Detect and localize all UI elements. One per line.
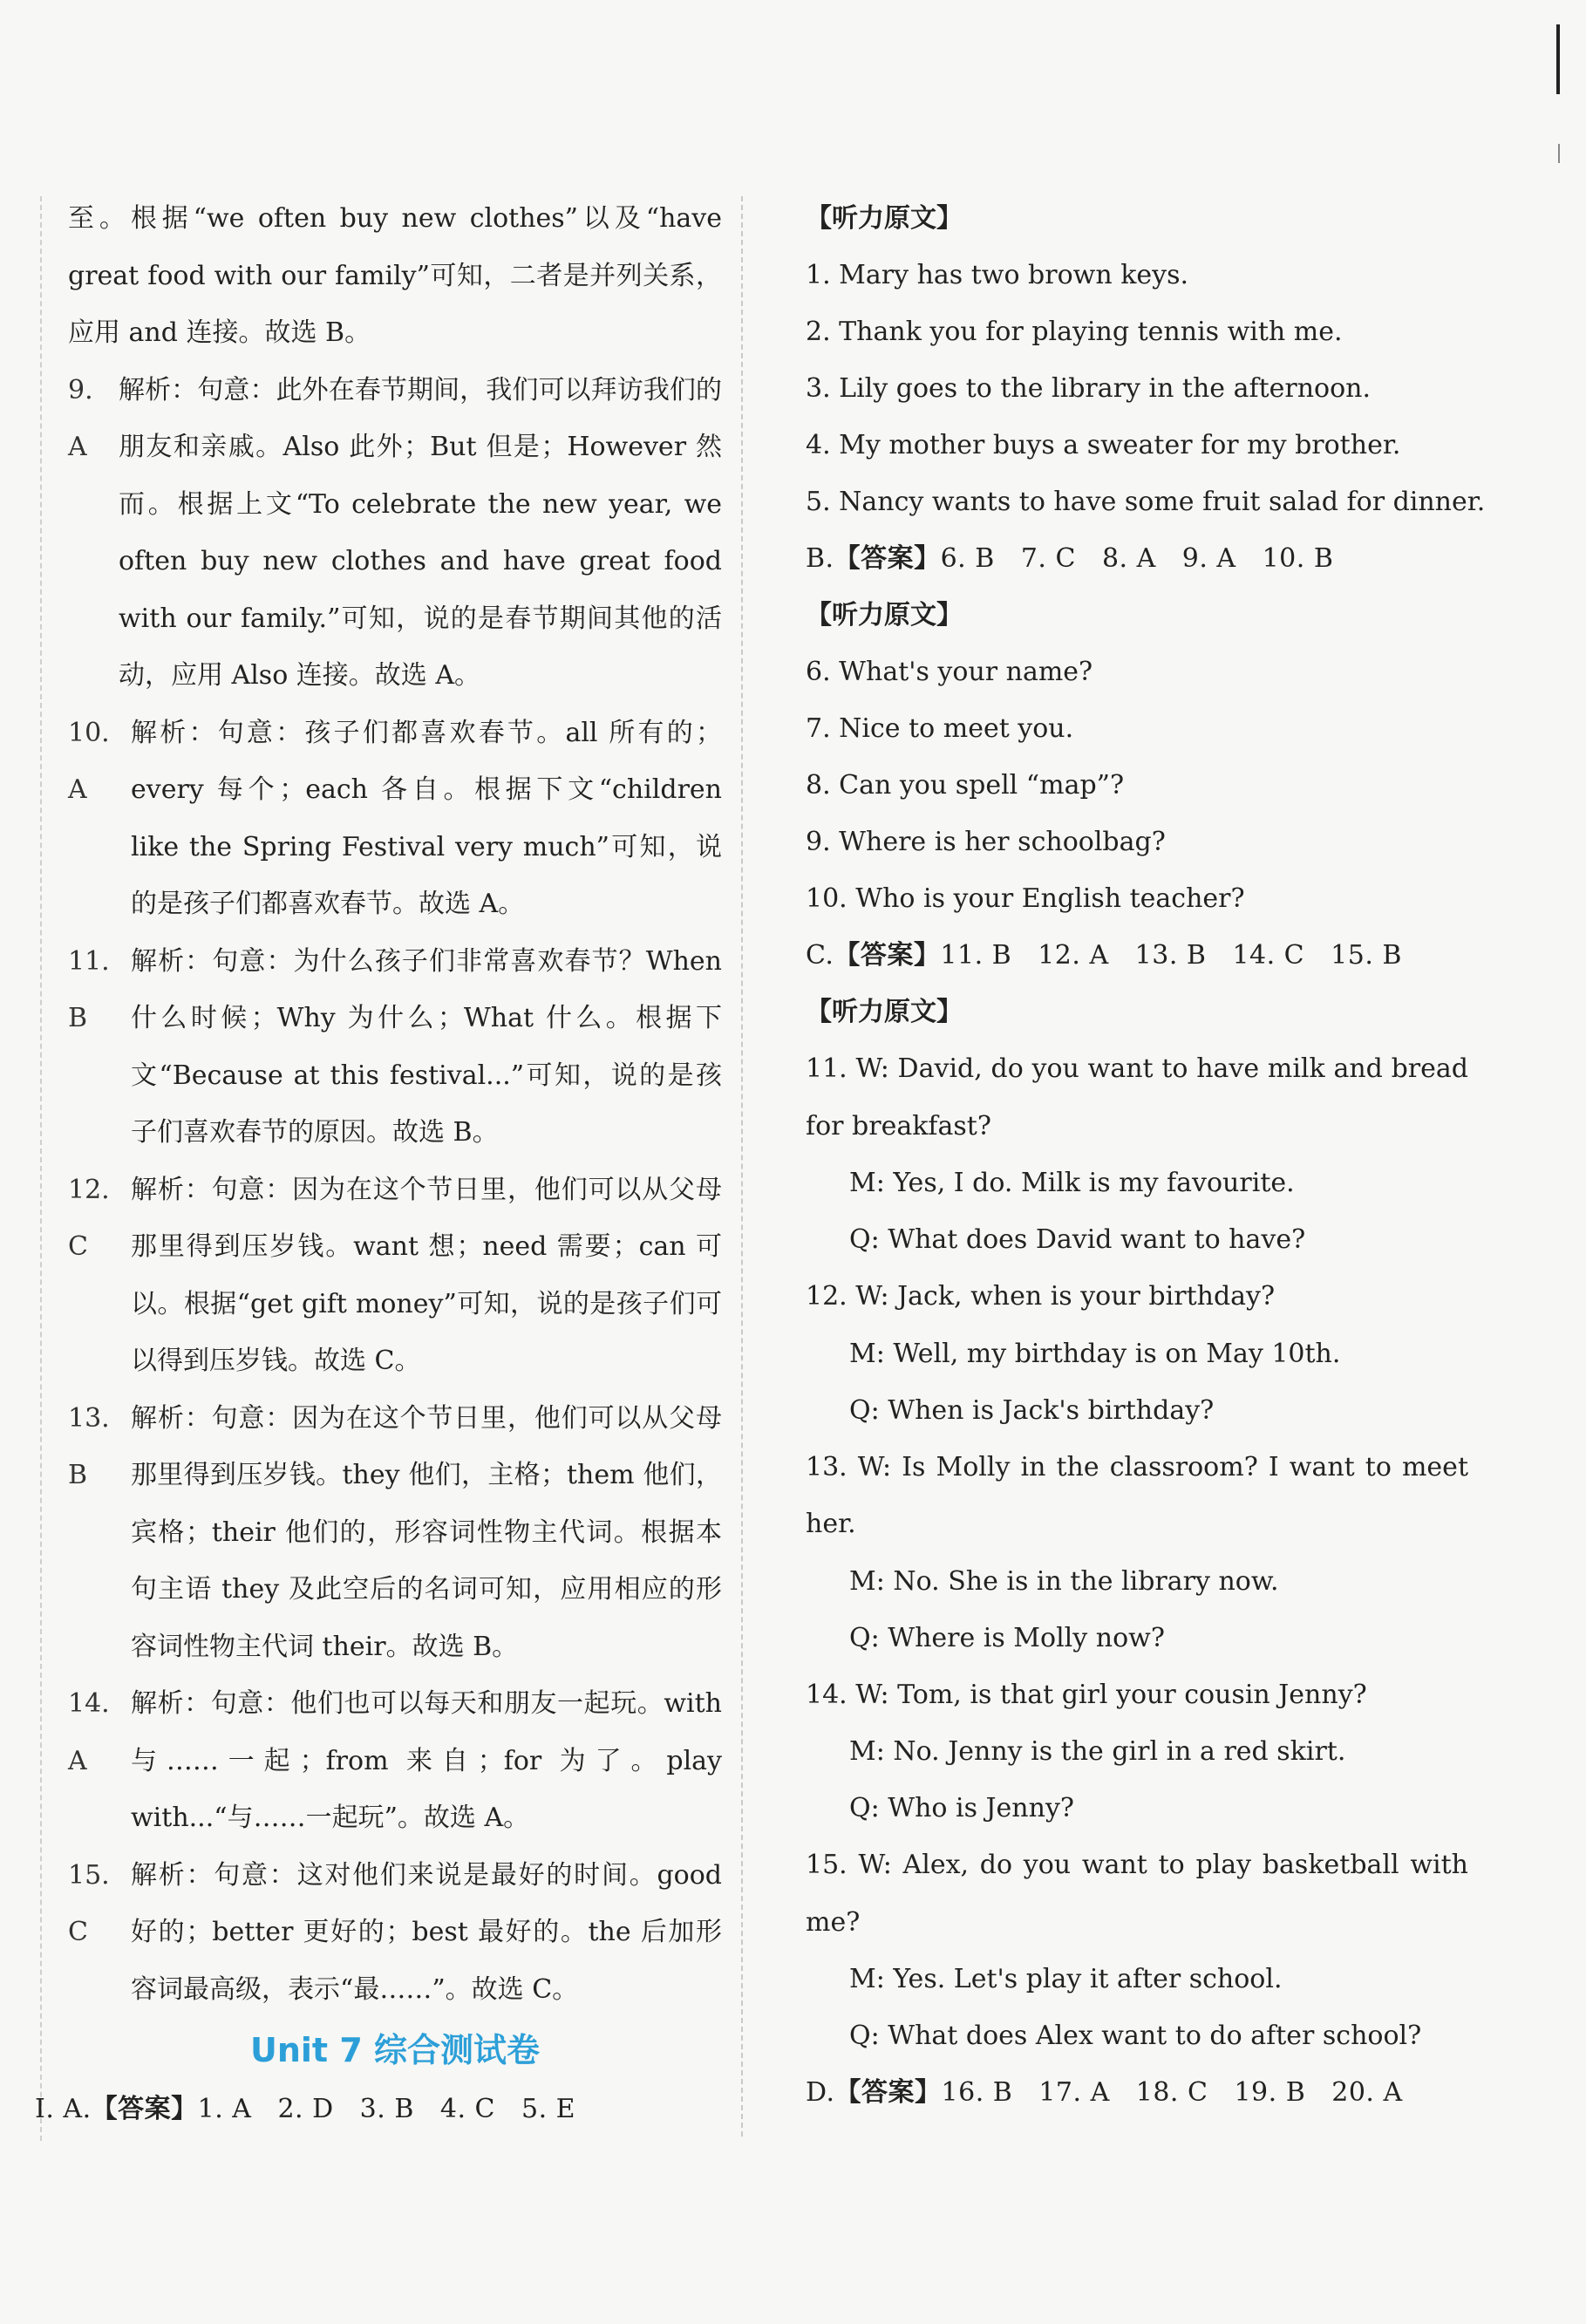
item-explanation: 解析：句意：因为在这个节日里，他们可以从父母那里得到压岁钱。want 想；need 需要；can 可以。根据“get gift money”可知，说的是孩子们可以得到压岁钱。故选 C。 <box>131 1174 722 1376</box>
item-explanation: 解析：句意：孩子们都喜欢春节。all 所有的；every 每个；each 各自。根据下文“children like the Spring Festival very much”可知，说的是孩子们都喜欢春节。故选 A。 <box>131 717 722 919</box>
section-b-answers <box>806 530 1468 587</box>
dialogue-man-line: M: Yes, I do. Milk is my favourite. <box>849 1168 1295 1198</box>
item-explanation: 解析：句意：他们也可以每天和朋友一起玩。with 与……一起；from 来自；for 为了。play with...“与……一起玩”。故选 A。 <box>131 1688 722 1833</box>
dialogue-man-line: M: No. Jenny is the girl in a red skirt. <box>849 1736 1346 1767</box>
dialogue-woman-line: 11. W: David, do you want to have milk and bread for breakfast? <box>806 1053 1468 1142</box>
answer: 19. B <box>1234 2077 1306 2108</box>
dialogue-woman-line: 15. W: Alex, do you want to play basketball with me? <box>806 1850 1468 1938</box>
transcript-line: 7. Nice to meet you. <box>806 713 1074 744</box>
answer: 4. C <box>439 2094 496 2124</box>
dialogue-15 <box>806 1837 1468 2064</box>
unit-heading: Unit 7 综合测试卷 <box>250 2031 540 2069</box>
transcript-line: 5. Nancy wants to have some fruit salad for dinner. <box>806 487 1486 517</box>
dialogue-woman-line: 14. W: Tom, is that girl your cousin Jenny? <box>806 1679 1367 1710</box>
dialogue-woman-line: 13. W: Is Molly in the classroom? I want to meet her. <box>806 1451 1468 1539</box>
dialogue-question-line: Q: Who is Jenny? <box>849 1793 1074 1823</box>
answer: 15. B <box>1331 940 1402 971</box>
dialogue-man-line: M: Well, my birthday is on May 10th. <box>849 1338 1341 1369</box>
answer: 3. B <box>359 2094 414 2124</box>
item-number: 11. B <box>68 945 110 1033</box>
section-prefix: C. <box>806 940 834 971</box>
explanation-item-14 <box>68 1675 722 1847</box>
dialogue-question-line: Q: What does Alex want to do after school? <box>849 2021 1422 2051</box>
section-prefix: Ⅰ. A. <box>35 2094 92 2124</box>
answer-tag: 【答案】 <box>91 2094 198 2124</box>
explanation-item-15 <box>68 1847 722 2019</box>
listening-transcript-heading: 【听力原文】 <box>806 997 963 1027</box>
transcript-line: 6. What's your name? <box>806 657 1093 687</box>
answer: 20. A <box>1331 2077 1403 2108</box>
listening-transcript-heading: 【听力原文】 <box>806 600 963 630</box>
edge-mark <box>1556 24 1560 94</box>
transcript-line: 3. Lily goes to the library in the afternoon. <box>806 373 1372 404</box>
item-number: 13. B <box>68 1402 110 1490</box>
answer: 7. C <box>1020 543 1076 574</box>
explanation-item-12 <box>68 1162 722 1390</box>
left-margin-rule <box>40 196 42 2141</box>
dialogue-13 <box>806 1439 1468 1666</box>
transcript-line: 4. My mother buys a sweater for my brother. <box>806 430 1401 460</box>
explanation-item-9 <box>68 362 722 705</box>
dialogue-12 <box>806 1268 1468 1439</box>
item-number: 15. C <box>68 1859 110 1947</box>
edge-mark-small <box>1558 144 1560 163</box>
transcript-line: 10. Who is your English teacher? <box>806 883 1245 914</box>
answer: 14. C <box>1232 940 1305 971</box>
item-explanation: 解析：句意：因为在这个节日里，他们可以从父母那里得到压岁钱。they 他们，主格；them 他们，宾格；their 他们的，形容词性物主代词。根据本句主语 they 及此空后的名词可知，应用相应的形容词性物主代词 their。故选 B。 <box>131 1402 722 1662</box>
dialogue-man-line: M: No. She is in the library now. <box>849 1565 1279 1597</box>
item-explanation: 解析：句意：此外在春节期间，我们可以拜访我们的朋友和亲戚。Also 此外；But 但是；However 然而。根据上文“To celebrate the new year, we often buy new clothes and have great food with our family.”可知，说的是春节期间其他的活动，应用 Also 连接。故选 A。 <box>119 374 722 691</box>
answer-tag: 【答案】 <box>834 543 941 574</box>
answer: 2. D <box>277 2094 334 2124</box>
section-d-answers <box>806 2064 1468 2121</box>
item-number: 14. A <box>68 1688 110 1776</box>
answer: 1. A <box>197 2094 252 2124</box>
answer: 8. A <box>1101 543 1156 574</box>
dialogue-man-line: M: Yes. Let's play it after school. <box>849 1964 1283 1994</box>
answer: 6. B <box>940 543 995 574</box>
transcript-line: 2. Thank you for playing tennis with me. <box>806 317 1343 347</box>
dialogue-woman-line: 12. W: Jack, when is your birthday? <box>806 1281 1276 1312</box>
answer: 11. B <box>940 940 1012 971</box>
item-number: 12. C <box>68 1174 110 1262</box>
answer-tag: 【答案】 <box>834 940 941 971</box>
answer: 18. C <box>1135 2077 1208 2108</box>
item-number: 9. A <box>68 374 93 462</box>
answer-tag: 【答案】 <box>834 2077 942 2108</box>
column-divider <box>741 196 743 2137</box>
listening-transcript-heading: 【听力原文】 <box>806 203 963 234</box>
dialogue-14 <box>806 1666 1468 1837</box>
dialogue-11 <box>806 1040 1468 1268</box>
answer: 17. A <box>1038 2077 1110 2108</box>
dialogue-question-line: Q: What does David want to have? <box>849 1224 1306 1255</box>
continuation-text: 至。根据“we often buy new clothes”以及“have great food with our family”可知，二者是并列关系，应用 and 连接。故选 B。 <box>68 203 722 348</box>
item-explanation: 解析：句意：为什么孩子们非常喜欢春节？When 什么时候；Why 为什么；What 什么。根据下文“Because at this festival...”可知，说的是孩子们喜欢春节的原因。故选 B。 <box>131 945 722 1148</box>
explanation-item-10 <box>68 705 722 933</box>
answer: 5. E <box>521 2094 576 2124</box>
answer: 12. A <box>1038 940 1109 971</box>
dialogue-question-line: Q: When is Jack's birthday? <box>849 1394 1215 1426</box>
answer: 9. A <box>1181 543 1236 574</box>
transcript-line: 8. Can you spell “map”? <box>806 770 1125 801</box>
transcript-line: 1. Mary has two brown keys. <box>806 260 1189 290</box>
answer: 10. B <box>1262 543 1334 574</box>
section-prefix: B. <box>806 543 834 574</box>
section-prefix: D. <box>806 2077 835 2108</box>
section-c-answers <box>806 927 1468 984</box>
answer: 13. B <box>1134 940 1207 971</box>
item-explanation: 解析：句意：这对他们来说是最好的时间。good 好的；better 更好的；best 最好的。the 后加形容词最高级，表示“最……”。故选 C。 <box>131 1859 722 2005</box>
explanation-item-11 <box>68 933 722 1162</box>
right-column <box>806 190 1486 2121</box>
item-number: 10. A <box>68 717 110 805</box>
answer: 16. B <box>941 2077 1013 2108</box>
section-1a-answers <box>35 2081 722 2137</box>
transcript-line: 9. Where is her schoolbag? <box>806 827 1166 857</box>
explanation-item-13 <box>68 1390 722 1676</box>
left-column <box>35 190 722 2137</box>
dialogue-question-line: Q: Where is Molly now? <box>849 1622 1165 1653</box>
